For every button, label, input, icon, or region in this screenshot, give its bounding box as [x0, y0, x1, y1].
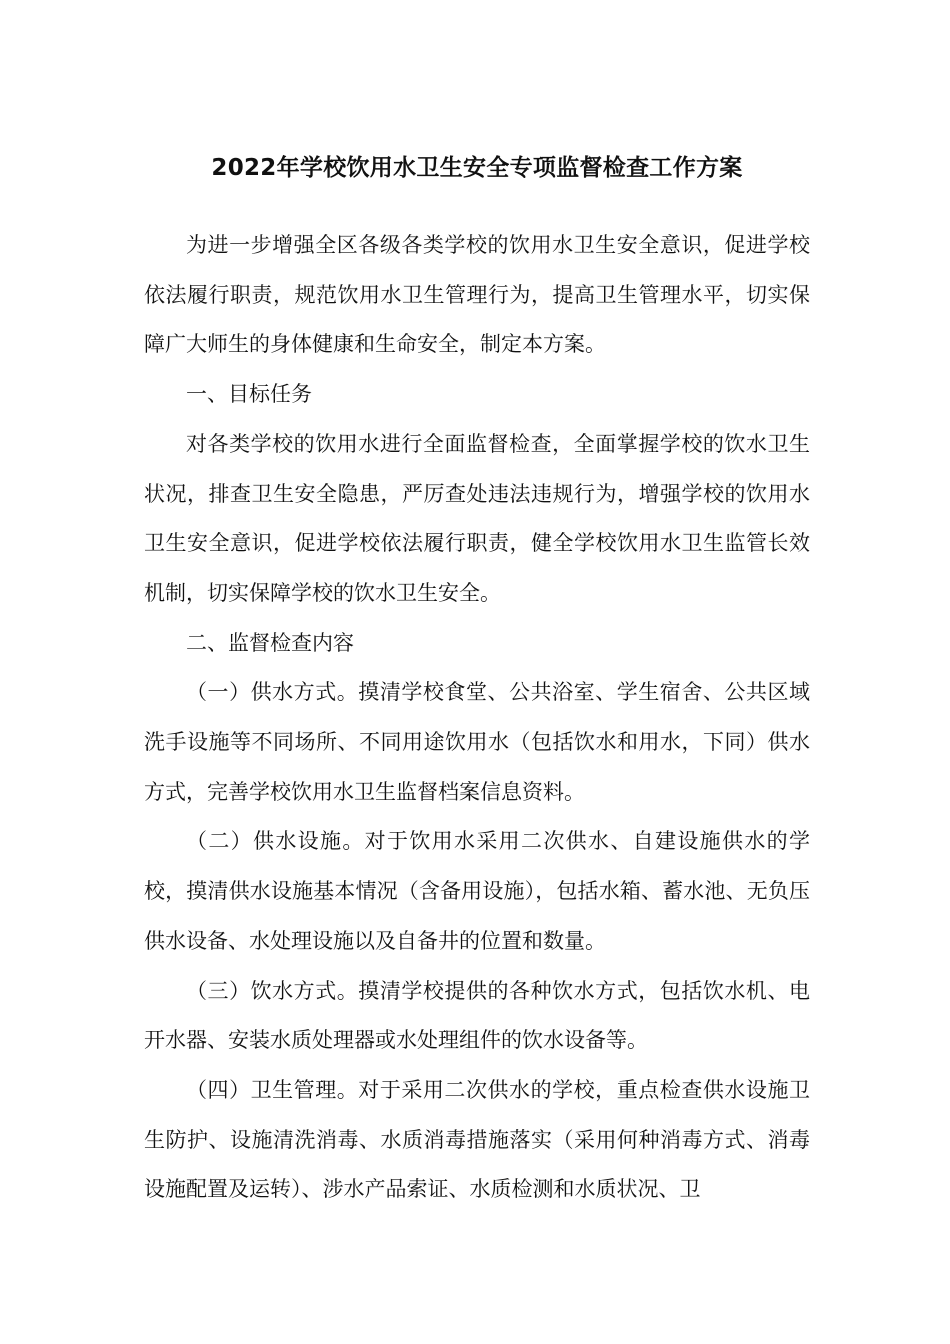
section-heading-inspection-content: 二、监督检查内容 — [186, 630, 354, 655]
goals-paragraph: 对各类学校的饮用水进行全面监督检查，全面掌握学校的饮水卫生状况，排查卫生安全隐患，严厉查处违法违规行为，增强学校的饮用水卫生安全意识，促进学校依法履行职责，健全学校饮用水卫生监管长效机制，切实保障学校的饮水卫生安全。 — [144, 431, 810, 605]
intro-paragraph: 为进一步增强全区各级各类学校的饮用水卫生安全意识，促进学校依法履行职责，规范饮用水卫生管理行为，提高卫生管理水平，切实保障广大师生的身体健康和生命安全，制定本方案。 — [144, 233, 810, 357]
item-drinking-method: （三）饮水方式。摸清学校提供的各种饮水方式，包括饮水机、电开水器、安装水质处理器或水处理组件的饮水设备等。 — [144, 978, 810, 1053]
item-water-supply-method: （一）供水方式。摸清学校食堂、公共浴室、学生宿舍、公共区域洗手设施等不同场所、不同用途饮用水（包括饮水和用水，下同）供水方式，完善学校饮用水卫生监督档案信息资料。 — [144, 680, 810, 804]
item-water-supply-facilities: （二）供水设施。对于饮用水采用二次供水、自建设施供水的学校，摸清供水设施基本情况（含备用设施），包括水箱、蓄水池、无负压供水设备、水处理设施以及自备井的位置和数量。 — [144, 829, 810, 953]
item-hygiene-management: （四）卫生管理。对于采用二次供水的学校，重点检查供水设施卫生防护、设施清洗消毒、水质消毒措施落实（采用何种消毒方式、消毒设施配置及运转）、涉水产品索证、水质检测和水质状况、卫 — [144, 1077, 810, 1202]
document-title: 2022年学校饮用水卫生安全专项监督检查工作方案 — [211, 155, 743, 181]
section-heading-goals: 一、目标任务 — [186, 382, 312, 407]
